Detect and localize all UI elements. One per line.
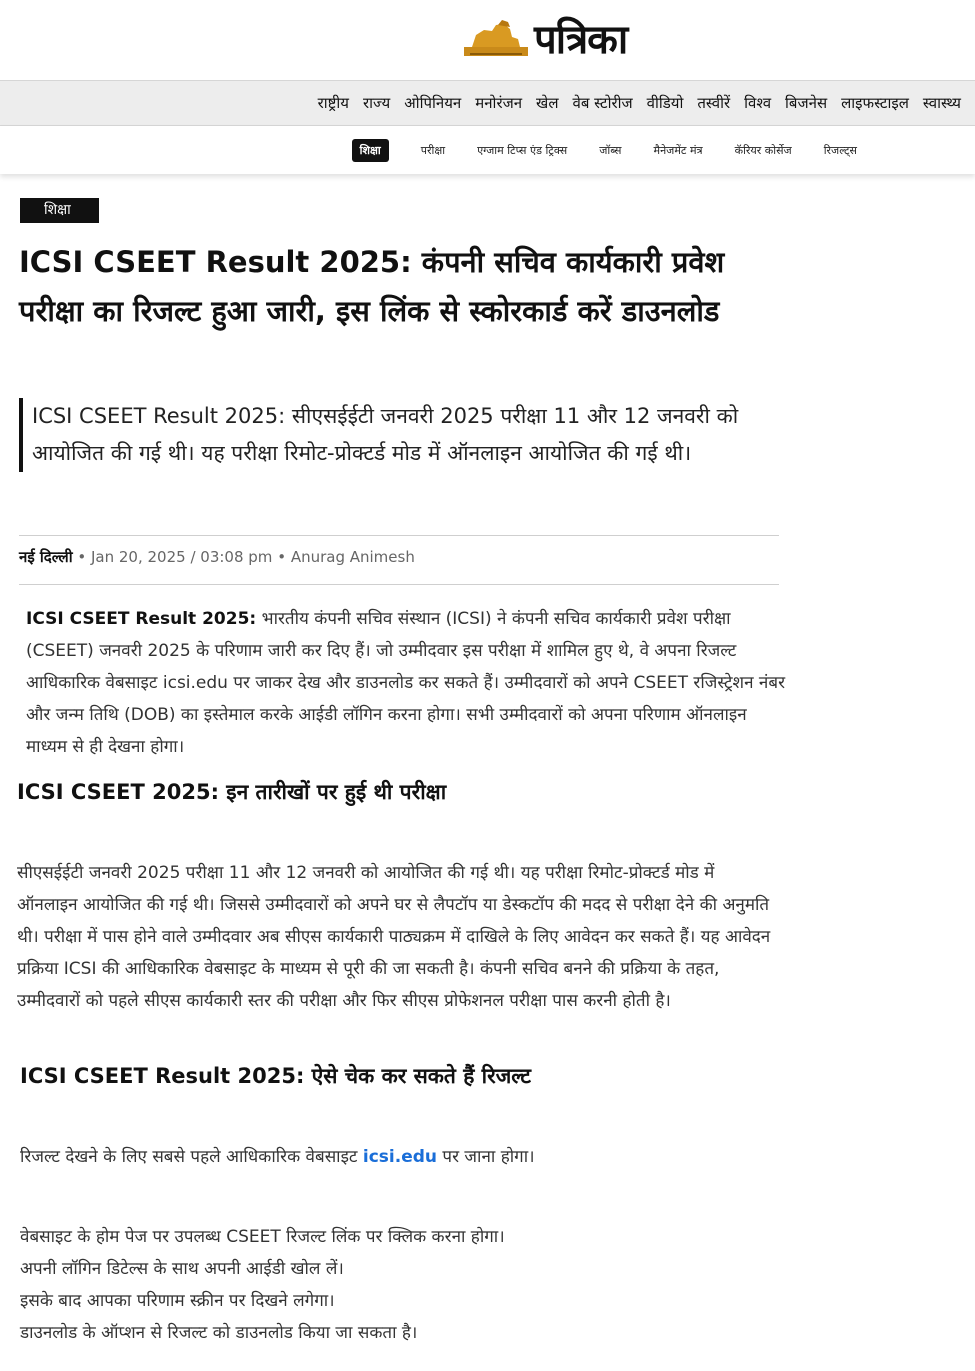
intro-paragraph <box>26 603 788 763</box>
section-paragraph-dates: सीएसईईटी जनवरी 2025 परीक्षा 11 और 12 जनवरी को आयोजित की गई थी। यह परीक्षा रिमोट-प्रोक्टर्ड मोड में ऑनलाइन आयोजित की गई थी। जिससे उम्मीदवारों को अपने घर से लैपटॉप या डेस्कटॉप की मदद से परीक्षा देने की अनुमति थी। परीक्षा में पास होने वाले उम्मीदवार अब सीएस कार्यकारी पाठ्यक्रम में दाखिले के लिए आवेदन कर सकते हैं। यह आवेदन प्रक्रिया ICSI की आधिकारिक वेबसाइट के माध्यम से पूरी की जा सकती है। कंपनी सचिव बनने की प्रक्रिया के तहत, उम्मीदवारों को पहले सीएस कार्यकारी स्तर की परीक्षा और फिर सीएस प्रोफेशनल परीक्षा पास करनी होती है। <box>17 863 771 1011</box>
subnav-item-management-mantra[interactable]: मैनेजमेंट मंत्र <box>653 143 703 157</box>
list-item: वेबसाइट के होम पेज पर उपलब्ध CSEET रिजल्ट लिंक पर क्लिक करना होगा। <box>20 1227 505 1247</box>
byline-place: नई दिल्ली <box>19 548 73 566</box>
step-intro-text: रिजल्ट देखने के लिए सबसे पहले आधिकारिक वेबसाइट <box>20 1147 363 1167</box>
subnav-item-exam-tips[interactable]: एग्जाम टिप्स एंड ट्रिक्स <box>477 143 568 157</box>
nav-item-swasthya[interactable]: स्वास्थ्य <box>922 94 961 112</box>
masthead <box>0 0 975 80</box>
brand-logo[interactable] <box>462 10 627 65</box>
icsi-website-link[interactable]: icsi.edu <box>362 1147 438 1167</box>
step-intro-text-end: पर जाना होगा। <box>437 1147 535 1167</box>
nav-item-khel[interactable]: खेल <box>536 94 559 112</box>
main-navigation <box>0 80 975 126</box>
byline-separator: • <box>277 548 291 566</box>
nav-item-video[interactable]: वीडियो <box>646 94 684 112</box>
lion-icon <box>462 17 530 59</box>
nav-item-rajya[interactable]: राज्य <box>362 94 391 112</box>
nav-item-manoranjan[interactable]: मनोरंजन <box>475 94 523 112</box>
byline-divider-bottom <box>19 584 779 585</box>
byline-date: Jan 20, 2025 / 03:08 pm <box>91 548 273 566</box>
intro-bold: ICSI CSEET Result 2025: <box>26 609 257 629</box>
byline-separator: • <box>77 548 91 566</box>
list-item: इसके बाद आपका परिणाम स्क्रीन पर दिखने लगेगा। <box>20 1291 335 1311</box>
sub-navigation <box>0 126 975 174</box>
list-item: अपनी लॉगिन डिटेल्स के साथ अपनी आईडी खोल लें। <box>20 1259 344 1279</box>
subnav-item-shiksha[interactable]: शिक्षा <box>352 139 389 162</box>
article-summary: ICSI CSEET Result 2025: सीएसईईटी जनवरी 2025 परीक्षा 11 और 12 जनवरी को आयोजित की गई थी। यह परीक्षा रिमोट-प्रोक्टर्ड मोड में ऑनलाइन आयोजित की गई थी। <box>19 398 781 472</box>
section-heading-dates: ICSI CSEET 2025: इन तारीखों पर हुई थी परीक्षा <box>17 780 447 804</box>
section-heading-check-result: ICSI CSEET Result 2025: ऐसे चेक कर सकते हैं रिजल्ट <box>20 1064 532 1088</box>
subnav-item-jobs[interactable]: जॉब्स <box>599 143 622 157</box>
nav-item-web-stories[interactable]: वेब स्टोरीज <box>572 94 633 112</box>
byline-author[interactable]: Anurag Animesh <box>290 548 415 566</box>
article-headline: ICSI CSEET Result 2025: कंपनी सचिव कार्यकारी प्रवेश परीक्षा का रिजल्ट हुआ जारी, इस लिंक से स्कोरकार्ड करें डाउनलोड <box>19 245 725 328</box>
nav-item-vishwa[interactable]: विश्व <box>744 94 772 112</box>
step-intro <box>20 1144 535 1167</box>
subnav-item-career-courses[interactable]: कॅरियर कोर्सेज <box>734 143 792 157</box>
nav-item-rashtriya[interactable]: राष्ट्रीय <box>317 94 349 112</box>
brand-name: पत्रिका <box>534 17 628 63</box>
nav-item-opinion[interactable]: ओपिनियन <box>404 94 462 112</box>
subnav-item-pariksha[interactable]: परीक्षा <box>420 143 446 157</box>
nav-item-tasveeren[interactable]: तस्वीरें <box>697 94 731 112</box>
category-badge[interactable]: शिक्षा <box>20 198 99 223</box>
byline <box>19 547 415 567</box>
list-item: डाउनलोड के ऑप्शन से रिजल्ट को डाउनलोड किया जा सकता है। <box>20 1323 418 1343</box>
intro-text: भारतीय कंपनी सचिव संस्थान (ICSI) ने कंपनी सचिव कार्यकारी प्रवेश परीक्षा (CSEET) जनवरी 2025 के परिणाम जारी कर दिए हैं। जो उम्मीदवार इस परीक्षा में शामिल हुए थे, वे अपना रिजल्ट आधिकारिक वेबसाइट icsi.edu पर जाकर देख और डाउनलोड कर सकते हैं। उम्मीदवारों को अपने CSEET रजिस्ट्रेशन नंबर और जन्म तिथि (DOB) का इस्तेमाल करके आईडी लॉगिन करना होगा। सभी उम्मीदवारों को अपना परिणाम ऑनलाइन माध्यम से ही देखना होगा। <box>26 609 786 757</box>
subnav-item-results[interactable]: रिजल्ट्स <box>823 143 857 157</box>
byline-divider-top <box>19 535 779 536</box>
nav-item-lifestyle[interactable]: लाइफस्टाइल <box>841 94 909 112</box>
nav-item-business[interactable]: बिजनेस <box>785 94 828 112</box>
